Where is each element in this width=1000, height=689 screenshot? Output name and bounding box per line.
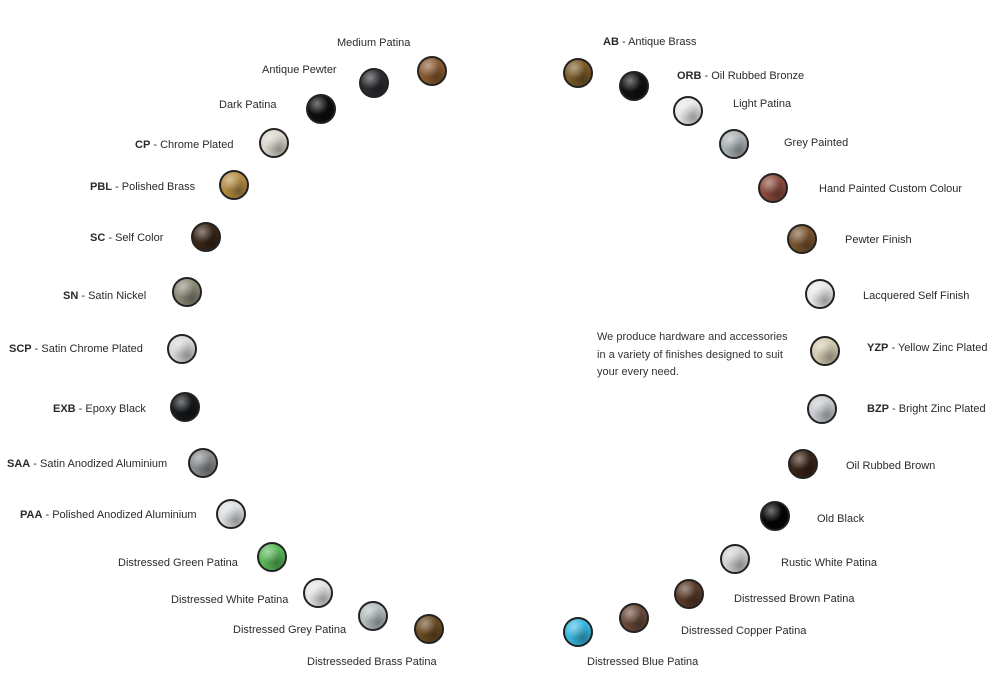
finish-swatch	[359, 68, 389, 98]
finish-label: Oil Rubbed Brown	[846, 460, 936, 472]
finish-label: Lacquered Self Finish	[863, 290, 970, 302]
finish-swatch	[810, 336, 840, 366]
finish-label: Light Patina	[733, 98, 792, 110]
intro-text	[597, 329, 787, 382]
finish-swatch	[674, 579, 704, 609]
finish-swatch	[188, 448, 218, 478]
finish-swatch	[414, 614, 444, 644]
finish-swatch	[788, 449, 818, 479]
finish-label: BZP - Bright Zinc Plated	[867, 403, 986, 415]
finish-label: Distressed Blue Patina	[587, 656, 699, 668]
finish-swatch	[720, 544, 750, 574]
intro-line: We produce hardware and accessories	[597, 331, 788, 343]
finish-label: Distressed Copper Patina	[681, 625, 807, 637]
finish-label: YZP - Yellow Zinc Plated	[867, 342, 988, 354]
finish-label: Old Black	[817, 513, 865, 525]
finish-swatch	[257, 542, 287, 572]
finish-swatch	[191, 222, 221, 252]
finish-label: Medium Patina	[337, 37, 411, 49]
finish-swatch	[417, 56, 447, 86]
finish-label: CP - Chrome Plated	[135, 139, 234, 151]
finish-label: SN - Satin Nickel	[63, 290, 147, 302]
finish-swatch	[619, 71, 649, 101]
finish-label: Grey Painted	[784, 137, 849, 149]
finish-label: Distressed Green Patina	[118, 557, 238, 569]
finish-label: Distresseded Brass Patina	[307, 656, 437, 668]
finish-swatch	[619, 603, 649, 633]
finish-label: Distressed White Patina	[171, 594, 289, 606]
finish-swatch	[805, 279, 835, 309]
finish-swatch	[807, 394, 837, 424]
finish-label: Pewter Finish	[845, 234, 912, 246]
finish-label: SCP - Satin Chrome Plated	[9, 343, 143, 355]
finish-label: SAA - Satin Anodized Aluminium	[7, 458, 168, 470]
finish-label: Distressed Grey Patina	[233, 624, 347, 636]
finish-label: SC - Self Color	[90, 232, 164, 244]
intro-line: your every need.	[597, 366, 679, 378]
finish-label: EXB - Epoxy Black	[53, 403, 146, 415]
finish-swatch	[306, 94, 336, 124]
finish-swatch	[563, 617, 593, 647]
finish-swatch	[758, 173, 788, 203]
finish-swatch	[358, 601, 388, 631]
finish-swatch	[219, 170, 249, 200]
finish-swatch	[303, 578, 333, 608]
finish-label: ORB - Oil Rubbed Bronze	[677, 70, 805, 82]
finish-label: Distressed Brown Patina	[734, 593, 855, 605]
finish-label: Antique Pewter	[262, 64, 337, 76]
finish-swatch	[167, 334, 197, 364]
finish-label: Rustic White Patina	[781, 557, 877, 569]
finish-swatch	[719, 129, 749, 159]
finish-label: PAA - Polished Anodized Aluminium	[20, 509, 197, 521]
finish-swatch	[216, 499, 246, 529]
finish-swatch	[673, 96, 703, 126]
finish-swatch	[170, 392, 200, 422]
finish-label: Hand Painted Custom Colour	[819, 183, 963, 195]
finish-label: PBL - Polished Brass	[90, 181, 196, 193]
finish-swatch	[787, 224, 817, 254]
finish-label: Dark Patina	[219, 99, 277, 111]
finish-swatch	[760, 501, 790, 531]
finish-swatch	[259, 128, 289, 158]
finish-label: AB - Antique Brass	[603, 36, 697, 48]
intro-line: in a variety of finishes designed to suit	[597, 348, 783, 361]
finish-swatch	[563, 58, 593, 88]
finish-swatch	[172, 277, 202, 307]
